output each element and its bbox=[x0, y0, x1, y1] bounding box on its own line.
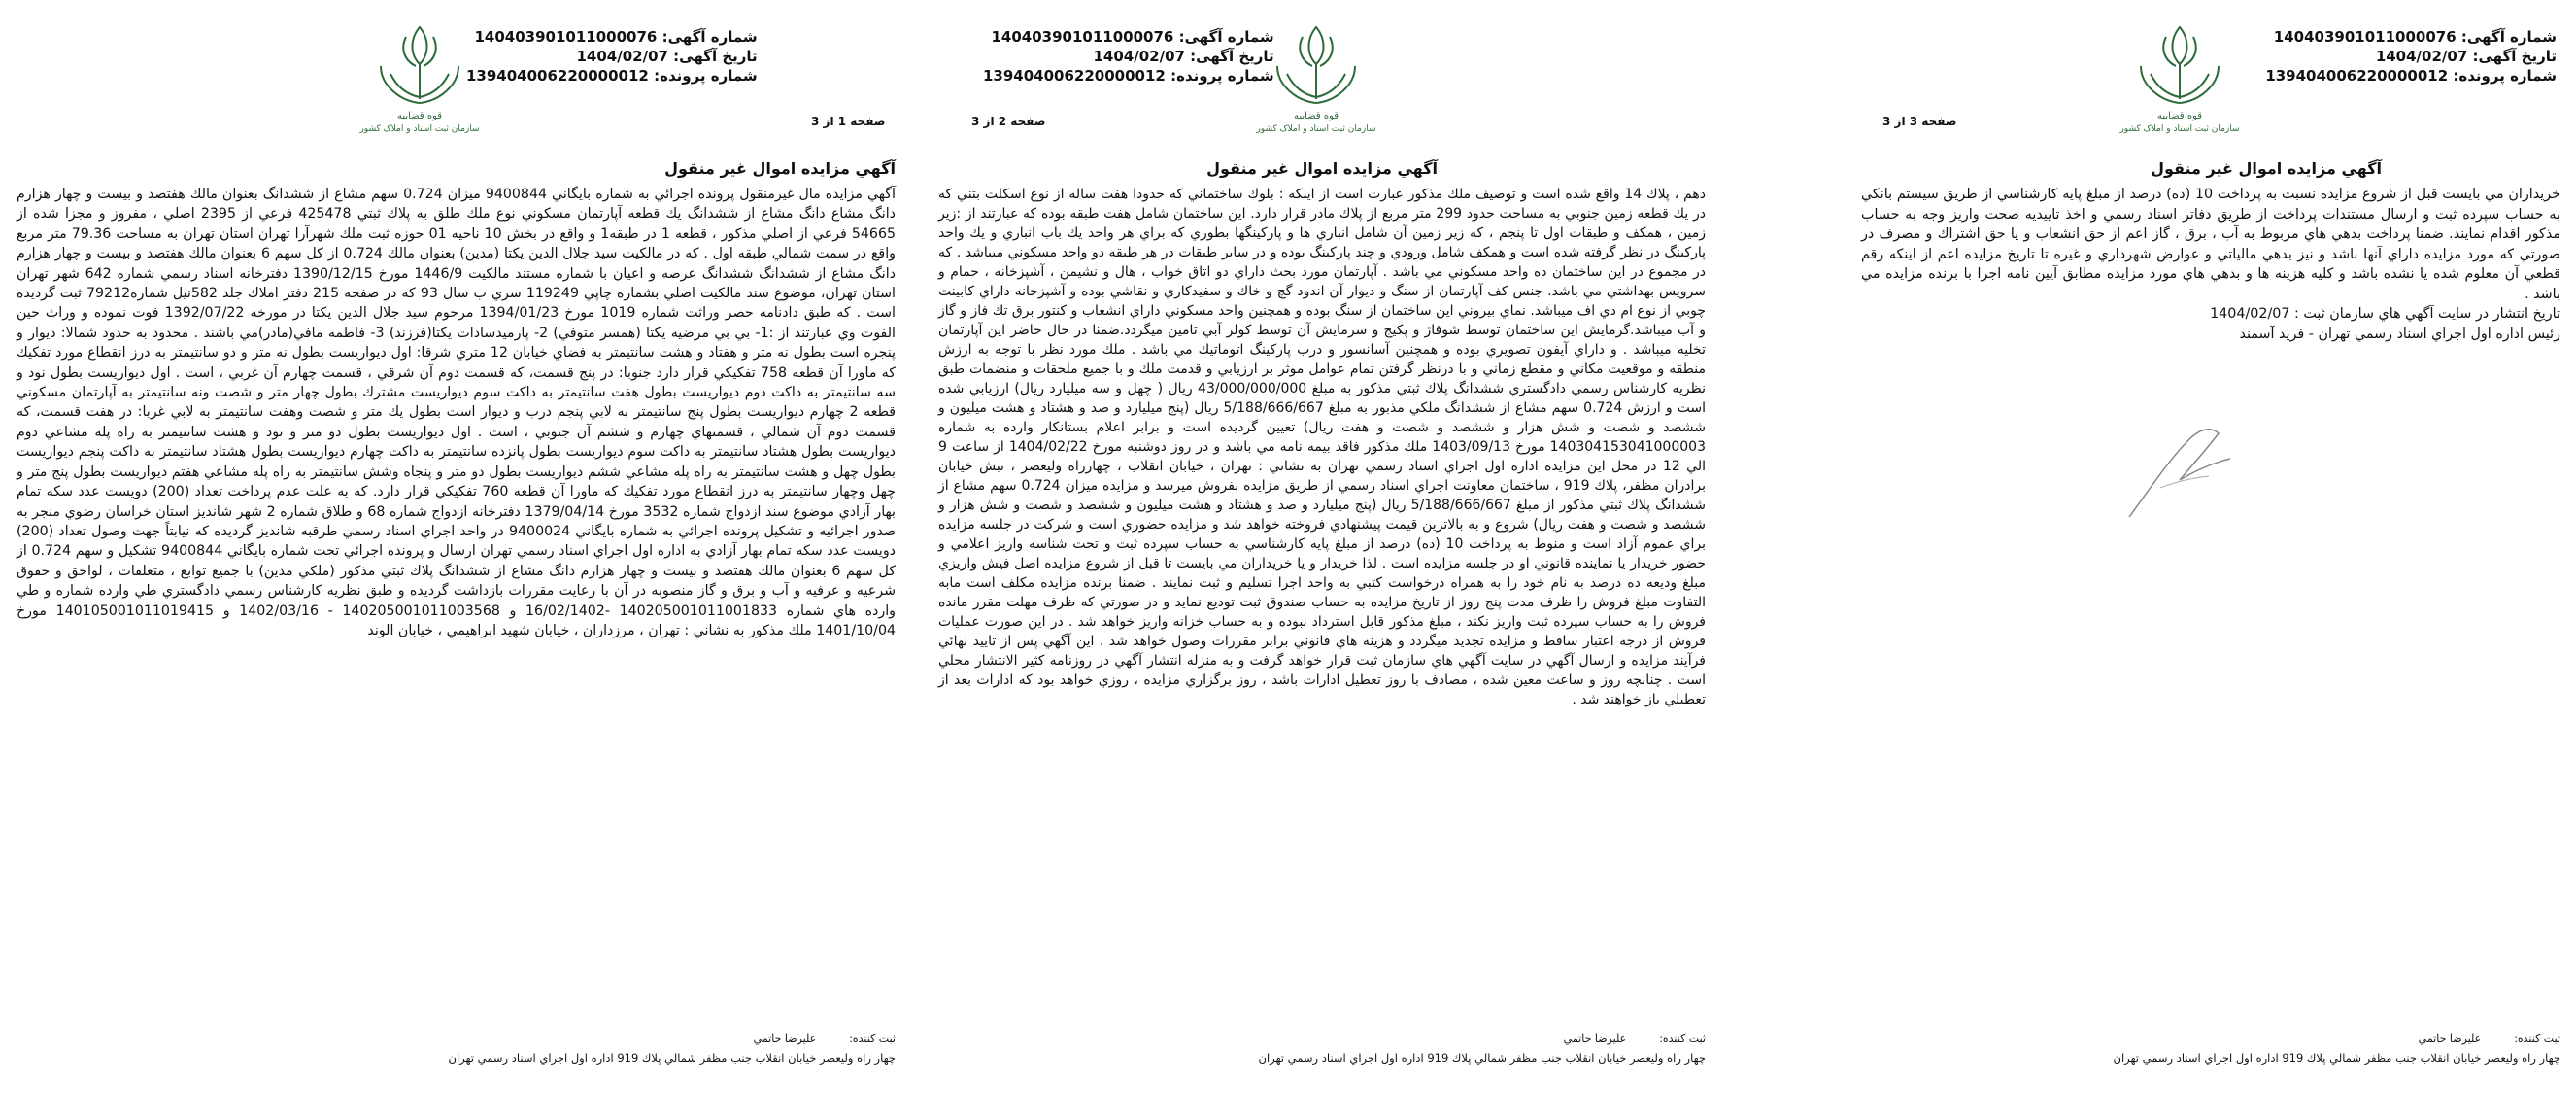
signature-scribble bbox=[2121, 420, 2238, 527]
notice-body bbox=[938, 185, 1706, 709]
ad-meta bbox=[466, 27, 758, 86]
notice-body bbox=[17, 185, 896, 640]
publish-line: تاريخ انتشار در سايت آگهي هاي سازمان ثبت : 1404/02/07 bbox=[2210, 306, 2560, 322]
document-page-3 bbox=[1830, 0, 2576, 1101]
recorder-name: عليرضا حاتمي bbox=[753, 1032, 817, 1045]
ad-date: تاریخ آگهی: 1404/02/07 bbox=[2375, 48, 2557, 65]
recorder-label: ثبت كننده: bbox=[2514, 1032, 2560, 1045]
body-text: آگهي مزايده مال غيرمنقول پرونده اجرائي به شماره بايگاني 9400844 ميزان 0.724 سهم مشاع از ششدانگ بعنوان مالك هفتصد و بيست و چهار هزارم دانگ مشاع دانگ مشاع از ششدانگ يك قطعه آپارتمان مسكوني نوع ملك طلق به پلاك ثبتي 425478 فرعي از 2395 اصلي ، مفروز و مجزا شده از 54665 فرعي از اصلي مذكور ، قطعه 1 در طبقه1 و واقع در بخش 10 ناحيه 01 حوزه ثبت ملك شهرآرا تهران استان تهران به مساحت 79.36 متر مربع واقع در سمت شمالي طبقه اول . كه در مالكيت سيد جلال الدين يكتا (مدين) بعنوان مالك 0.724 از كل سهم 6 بعنوان مالك هفتصد و بيست و چهار هزارم دانگ مشاع از ششدانگ ششدانگ عرصه و اعيان با شماره مستند مالكيت 1446/9 مورخ 1390/12/15 دفترخانه اسناد رسمي شماره 642 شهر تهران استان تهران، موضوع سند مالكيت اصلي بشماره چاپي 119249 سري ب سال 93 كه در صفحه 215 دفتر املاك جلد 582نيل شماره79212 ثبت گرديده است . كه طبق دادنامه حصر وراثت شماره 1019 مورخ 1394/01/23 مرحوم سيد جلال الدين يكتا در مورخه 1392/07/22 فوت نموده و وراث حين الفوت وي عبارتند از :1- بي بي مرضيه يكتا (همسر متوفي) 2- پارميدسادات يكتا(فرزند) 3- فاطمه مافي(مادر)مي باشند . محدود به حدود شمالا: ديوار و پنجره است بطول نه متر و هفتاد و هشت سانتيمتر به فضاي خيابان 12 متري شرقا: اول ديواريست بطول نه متر و دو سانتيمتر به درز انقطاع مورد تفكيك كه ماورا آن قطعه 758 تفكيكي قرار دارد جنوبا: در پنج قسمت، كه قسمت دوم آن شرقي ، قسمت چهارم آن غربي ، است . اول ديواريست بطول نود و سه سانتيمتر به داكت دوم ديواريست بطول هفت سانتيمتر به داكت سوم ديواريست مشترك بطول چهار متر و شصت ونه سانتيمتر به آپارتمان مسكوني قطعه 2 چهارم ديواريست بطول پنج سانتيمتر به لابي پنجم درب و ديوار است بطول يك متر و شصت وهفت سانتيمتر به لابي غربا: در هفت قسمت، كه قسمت دوم آن شمالي ، قسمتهاي چهارم و ششم آن جنوبي ، است . اول ديواريست بطول دو متر و نود و هشت سانتيمتر به راه پله مشاعي دوم ديواريست بطول هشتاد سانتيمتر به داكت سوم ديواريست بطول پانزده سانتيمتر به داكت چهارم ديواريست بطول هشتاد سانتيمتر به داكت پنجم ديواريست بطول چهل و هشت سانتيمتر به راه پله مشاعي ششم ديواريست بطول دو متر و پنجاه وشش سانتيمتر به راه پله مشاعي هفتم ديواريست بطول پنج متر و چهل وچهار سانتيمتر به درز انقطاع مورد تفكيك كه ماورا آن قطعه 760 تفكيكي قرار دارد. كه به علت عدم پرداخت تعداد (200) دويست عدد سكه تمام بهار آزادي موضوع سند ازدواج شماره 3532 مورخ 1379/04/14 دفترخانه ازدواج شماره 68 و طلاق شماره 2 شهر شانديز استان خراسان رضوي منجر به صدور اجرائيه و تشكيل پرونده اجرائي به شماره بايگاني 9400024 در واحد اجراي اسناد رسمي طرقبه شانديز گرديده كه نيابتاً جهت وصول تعداد (200) دويست عدد سكه تمام بهار آزادي به اداره اول اجراي اسناد رسمي تهران ارسال و پرونده اجرائي تحت شماره بايگاني 9400844 تشكيل و سهم 0.724 از كل سهم 6 بعنوان مالك هفتصد و بيست و چهار هزارم دانگ مشاع از ششدانگ پلاك ثبتي مذكور (ملكي مدين) با جميع توابع ، متعلقات ، لواحق و حقوق شرعيه و عرفيه و آب و برق و گاز منصوبه در آن با رعايت مقررات بازداشت گرديده و طبق نظريه كارشناس رسمي دادگستري طي وارده شماره و طي وارده هاي شماره 140205001011001833 -16/02/1402 و 140205001011003568 - 1402/03/16 و 140105001011019415 مورخ 1401/10/04 ملك مذكور به نشاني : تهران ، مرزداران ، خيابان شهيد ابراهيمي ، خيابان الوند bbox=[17, 187, 897, 638]
org-name: سازمان ثبت اسناد و املاک کشور bbox=[359, 124, 480, 134]
notice-body bbox=[1861, 185, 2560, 344]
recorder-label: ثبت كننده: bbox=[1659, 1032, 1706, 1045]
signer-line: رئيس اداره اول اجراي اسناد رسمي تهران - فريد آسمند bbox=[2239, 326, 2560, 342]
page-footer bbox=[17, 1032, 896, 1065]
file-number: شماره پرونده: 139404006220000012 bbox=[466, 67, 758, 85]
file-number: شماره پرونده: 139404006220000012 bbox=[983, 67, 1274, 85]
ad-date: تاریخ آگهی: 1404/02/07 bbox=[1093, 48, 1274, 65]
page-footer bbox=[1861, 1032, 2560, 1065]
page-title: آگهي مزايده اموال غير منقول bbox=[1206, 159, 1438, 178]
office-address: چهار راه وليعصر خيابان انقلاب جنب مظفر شمالي پلاك 919 اداره اول اجراي اسناد رسمي تهران bbox=[448, 1051, 896, 1065]
page-title: آگهي مزايده اموال غير منقول bbox=[664, 159, 896, 178]
document-page-1 bbox=[0, 0, 913, 1101]
page-number: صفحه 1 از 3 bbox=[811, 115, 886, 128]
page-number: صفحه 2 از 3 bbox=[971, 115, 1046, 128]
recorder-label: ثبت كننده: bbox=[849, 1032, 896, 1045]
ad-number: شماره آگهی: 140403901011000076 bbox=[2273, 28, 2557, 46]
org-subtitle: قوه قضاییه bbox=[2156, 111, 2203, 121]
ad-number: شماره آگهی: 140403901011000076 bbox=[991, 28, 1274, 46]
office-address: چهار راه وليعصر خيابان انقلاب جنب مظفر شمالي پلاك 919 اداره اول اجراي اسناد رسمي تهران bbox=[2113, 1051, 2560, 1065]
ad-meta bbox=[2265, 27, 2557, 86]
recorder-name: عليرضا حاتمي bbox=[2418, 1032, 2482, 1045]
office-address: چهار راه وليعصر خيابان انقلاب جنب مظفر شمالي پلاك 919 اداره اول اجراي اسناد رسمي تهران bbox=[1258, 1051, 1706, 1065]
registration-org-emblem bbox=[352, 17, 488, 134]
page-number: صفحه 3 از 3 bbox=[1882, 115, 1957, 128]
ad-date: تاریخ آگهی: 1404/02/07 bbox=[576, 48, 758, 65]
page-title: آگهي مزايده اموال غير منقول bbox=[2151, 159, 2382, 178]
registration-org-emblem bbox=[2112, 17, 2248, 134]
ad-number: شماره آگهی: 140403901011000076 bbox=[474, 28, 758, 46]
registration-org-emblem bbox=[1248, 17, 1384, 134]
org-subtitle: قوه قضاییه bbox=[396, 111, 443, 121]
ad-meta bbox=[983, 27, 1274, 86]
org-name: سازمان ثبت اسناد و املاک کشور bbox=[2119, 124, 2240, 134]
document-page-2 bbox=[923, 0, 1719, 1101]
file-number: شماره پرونده: 139404006220000012 bbox=[2265, 67, 2557, 85]
org-name: سازمان ثبت اسناد و املاک کشور bbox=[1256, 124, 1376, 134]
recorder-name: عليرضا حاتمي bbox=[1563, 1032, 1627, 1045]
body-text: دهم ، پلاك 14 واقع شده است و توصيف ملك مذكور عبارت است از اينكه : بلوك ساختماني كه حدودا هفت ساله از نوع اسكلت بتني كه در يك قطعه زمين جنوبي به مساحت حدود 299 متر مربع از پلاك مادر قرار دارد. اين ساختمان شامل هفت طبقه بوده كه عبارتند از :زير زمين ، همكف و طبقات اول تا پنجم ، كه زير زمين آن شامل انباري ها و پاركينگها بطوري كه براي هر واحد يك باب انباري و يك واحد پاركينگ در نظر گرفته شده است و همكف شامل ورودي و چند پاركينگ بوده و در ساير طبقات در هر طبقه دو واحد مسكوني ميباشد . كه در مجموع در اين ساختمان ده واحد مسكوني مي باشد . آپارتمان مورد بحث داراي دو اتاق خواب ، هال و نشيمن ، آشپزخانه ، حمام و سرويس بهداشتي مي باشد. جنس كف آپارتمان از سنگ و ديوار آن اندود گچ و خاك و سفيدكاري و نقاشي بوده و آشپزخانه داراي كابينت چوبي از نوع ام دي اف ميباشد. نماي بيروني اين ساختمان از سنگ بوده و همچنين واحد مسكوني داراي انشعاب و كنتور برق تك فاز و گاز و آب ميباشد.گرمايش اين ساختمان توسط شوفاژ و پكيج و سرمايش آن توسط كولر آبي تامين ميگردد.ضمنا در حال حاضر اين آپارتمان تخليه ميباشد . و داراي آيفون تصويري بوده و همچنين آسانسور و درب پاركينگ اتوماتيك مي باشد . ملك مورد نظر با توجه به ارزش منطقه و موقعيت مكاني و مقطع زماني و با درنظر گرفتن تمام عوامل موثر بر ارزيابي و قدمت ملك و با جميع ملحقات و منضمات طبق نظريه كارشناس رسمي دادگستري ششدانگ پلاك ثبتي مذكور به مبلغ 43/000/000/000 ريال ( چهل و سه ميليارد ريال) ارزيابي شده است و ارزش 0.724 سهم مشاع از ششدانگ ملكي مذبور به مبلغ 5/188/666/667 ريال (پنج ميليارد و صد و هشتاد و هشت ميليون و ششصد و شصت و شش هزار و ششصد و شصت و هفت ريال) تعيين گرديده است و برابر اعلام بستانكار وارده به شماره 140304153041000003 مورخ 1403/09/13 ملك مذكور فاقد بيمه نامه مي باشد و در روز دوشنبه مورخ 1404/02/22 از ساعت 9 الي 12 در محل اين مزايده اداره اول اجراي اسناد رسمي تهران به نشاني : تهران ، خيابان انقلاب ، چهارراه وليعصر ، نبش خيابان برادران مظفر، پلاك 919 ، ساختمان معاونت اجراي اسناد رسمي از طريق مزايده بفروش ميرسد و مزايده ميزان 0.724 سهم مشاع از ششدانگ پلاك ثبتي مذكور از مبلغ 5/188/666/667 ريال (پنج ميليارد و صد و هشتاد و هشت ميليون و ششصد و شصت و شش هزار و ششصد و شصت و هفت ريال) شروع و به بالاترين قيمت پيشنهادي فروخته خواهد شد و مزايده حضوري است و شركت در جلسه مزايده براي عموم آزاد است و منوط به پرداخت 10 (ده) درصد از مبلغ پايه كارشناسي به حساب سپرده ثبت و تحت شناسه واريز اعلامي و حضور خريدار يا نماينده قانوني او در جلسه مزايده است . لذا خريدار و يا خريداران مي بايست تا قبل از شروع مزايده اصل فيش واريزي مبلغ وديعه ده درصد به نام خود را به همراه درخواست كتبي به واحد اجرا تسليم و ثبت نمايند . ضمنا برنده مزايده مكلف است مابه التفاوت مبلغ فروش را ظرف مدت پنج روز از تاريخ مزايده به حساب صندوق ثبت توديع نمايد و در صورتي كه ظرف مهلت مقرر مانده فروش را به حساب سپرده ثبت واريز نكند ، مبلغ مذكور قابل استرداد نبوده و به حساب خزانه واريز خواهد شد . در اين صورت عمليات فروش از درجه اعتبار ساقط و مزايده تجديد ميگردد و هزينه هاي قانوني برابر مقررات وصول خواهد شد . اين آگهي پس از تاييد نهائي فرآيند مزايده و ارسال آگهي در سايت آگهي هاي سازمان ثبت قرار خواهد گرفت و به منزله انتشار آگهي در روزنامه كثير الانتشار محلي است . چنانچه روز و ساعت معين شده ، مصادف با روز تعطيل ادارات باشد ، روز برگزاري مزايده ، روزي خواهد بود كه ادارات بعد از تعطيلي باز خواهند شد . bbox=[938, 187, 1707, 707]
body-text: خريداران مي بايست قبل از شروع مزايده نسبت به پرداخت 10 (ده) درصد از مبلغ پايه كارشناسي از طريق سيستم بانكي به حساب سپرده ثبت و ارسال مستندات پرداخت از طريق دفاتر اسناد رسمي و اخذ تاييديه صحت واريز وجه به حساب مذكور اقدام نمايند. ضمنا پرداخت بدهي هاي مربوط به آب ، برق ، گاز اعم از حق انشعاب و يا حق اشتراك و مصرف در صورتي كه مورد مزايده داراي آنها باشد و نيز بدهي مالياتي و عوارض شهرداري و غيره تا تاريخ مزايده اعم از اينكه رقم قطعي آن معلوم شده يا نشده باشد و كليه هزينه ها و بدهي هاي مورد مزايده مطابق آيين نامه اجرا با برنده مزايده مي باشد . bbox=[1861, 187, 2560, 302]
org-subtitle: قوه قضاییه bbox=[1293, 111, 1339, 121]
page-footer bbox=[938, 1032, 1706, 1065]
